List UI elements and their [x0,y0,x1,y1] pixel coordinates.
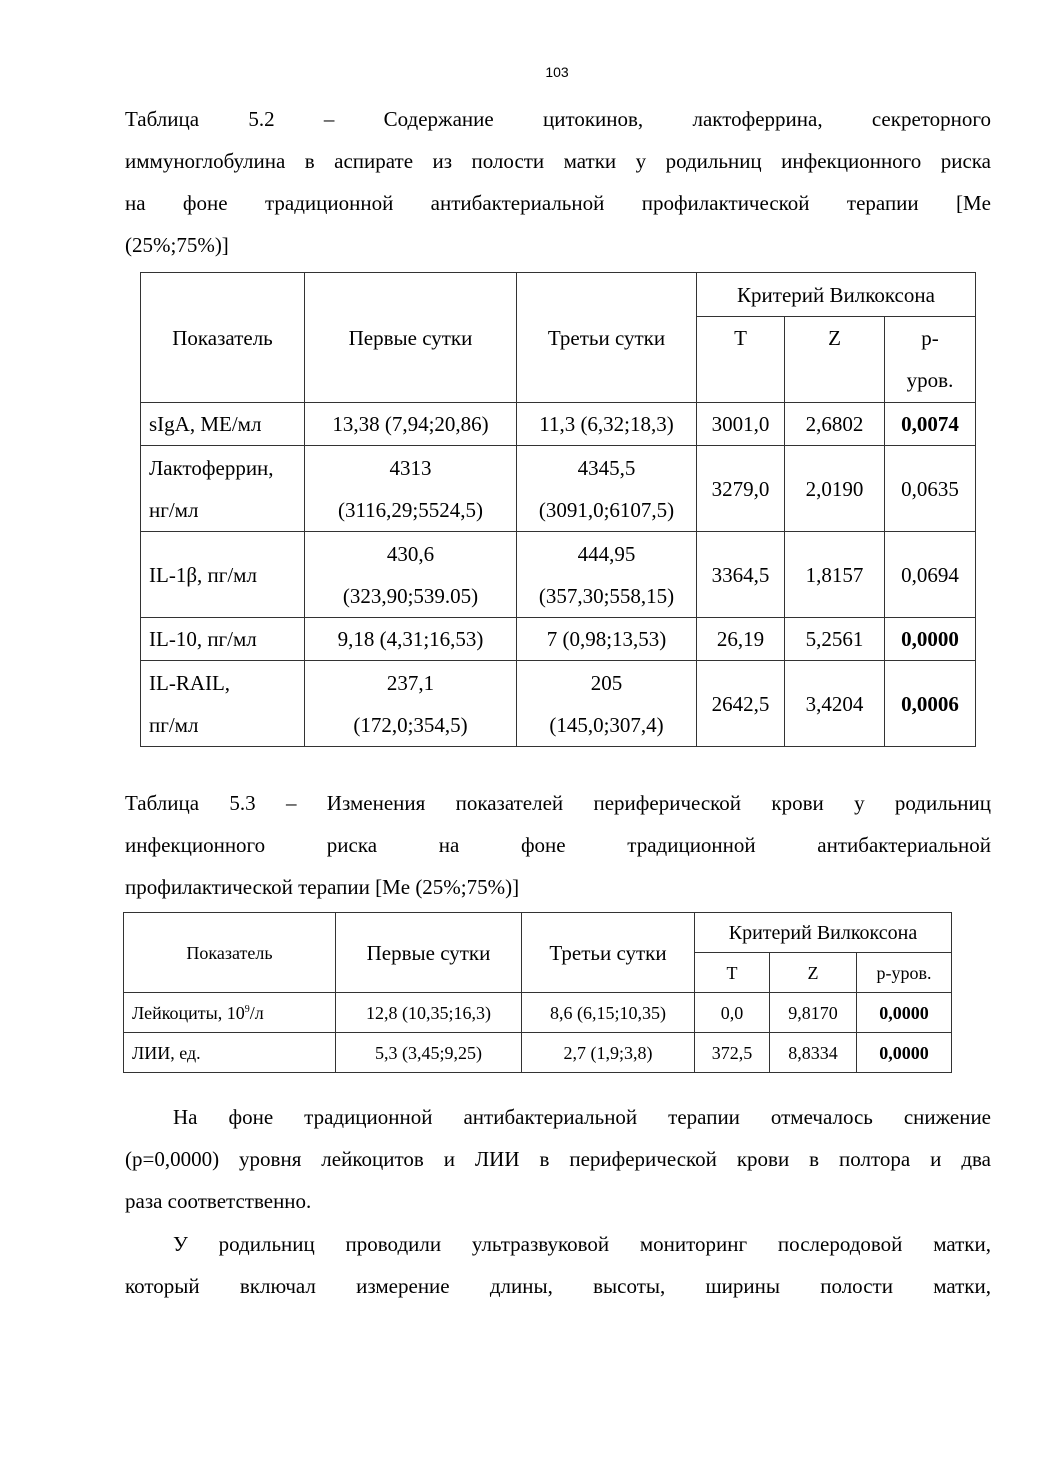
row-day3: 7 (0,98;13,53) [517,618,697,661]
row-day3 [517,446,697,532]
header-p [885,317,976,403]
paragraph-2 [125,1223,991,1307]
caption-line: профилактической терапии [Me (25%;75%)] [125,875,520,899]
row-indicator: sIgA, МЕ/мл [141,403,305,446]
paragraph-line: У родильниц проводили ультразвуковой мониторинг послеродовой матки, [173,1232,991,1256]
row-day1: 9,18 (4,31;16,53) [305,618,517,661]
row-p: 0,0000 [857,1033,952,1073]
row-t: 3364,5 [697,532,785,618]
row-day3: 11,3 (6,32;18,3) [517,403,697,446]
row-t: 3001,0 [697,403,785,446]
table-header-row [141,273,976,317]
row-day1-median: 430,6 [386,541,435,566]
row-z: 3,4204 [785,661,885,747]
paragraph-line: (р=0,0000) уровня лейкоцитов и ЛИИ в периферической крови в полтора и два [125,1147,991,1171]
row-day1-median: 237,1 [386,670,435,695]
row-t: 26,19 [697,618,785,661]
table-row [141,403,976,446]
header-day1: Первые сутки [305,273,517,403]
page-number: 103 [545,64,569,80]
row-p: 0,0074 [885,403,976,446]
row-day3-median: 205 [590,670,623,695]
table-row [141,661,976,747]
paragraph-line: раза соответственно. [125,1189,312,1213]
row-z: 9,8170 [770,993,857,1033]
table-row [124,993,952,1033]
row-t: 2642,5 [697,661,785,747]
table-row [141,618,976,661]
row-p: 0,0000 [857,993,952,1033]
table-row [141,446,976,532]
row-indicator [141,661,305,747]
header-t: T [695,953,770,993]
paragraph-1 [125,1096,991,1222]
header-t: T [697,317,785,403]
row-day3 [517,532,697,618]
header-day3: Третьи сутки [522,913,695,993]
row-day3: 2,7 (1,9;3,8) [522,1033,695,1073]
header-wilcoxon: Критерий Вилкоксона [697,273,976,317]
row-p: 0,0000 [885,618,976,661]
row-indicator-line1: Лактоферрин, [149,455,274,480]
row-indicator: IL-10, пг/мл [141,618,305,661]
row-day3-iqr: (3091,0;6107,5) [538,497,675,522]
row-day3-iqr: (357,30;558,15) [538,583,675,608]
table-row [124,1033,952,1073]
row-indicator: IL-1β, пг/мл [141,532,305,618]
row-day3-median: 444,95 [577,541,636,566]
row-z: 2,0190 [785,446,885,532]
header-day3: Третьи сутки [517,273,697,403]
table-5-3 [123,912,952,1073]
row-indicator [124,993,336,1033]
header-z: Z [770,953,857,993]
caption-line: Таблица 5.3 – Изменения показателей периферической крови у родильниц [125,791,991,815]
caption-line: на фоне традиционной антибактериальной профилактической терапии [Me [125,191,991,215]
row-day3-median: 4345,5 [577,455,636,480]
caption-line: иммуноглобулина в аспирате из полости матки у родильниц инфекционного риска [125,149,991,173]
row-day3-iqr: (145,0;307,4) [549,712,664,737]
row-indicator-exponent: 9 [244,1003,250,1015]
row-day1-iqr: (323,90;539.05) [342,583,479,608]
row-day1-median: 4313 [389,455,432,480]
paragraph-line: На фоне традиционной антибактериальной терапии отмечалось снижение [173,1105,991,1129]
row-day1-iqr: (3116,29;5524,5) [337,497,484,522]
row-z: 1,8157 [785,532,885,618]
row-t: 0,0 [695,993,770,1033]
header-wilcoxon: Критерий Вилкоксона [695,913,952,953]
header-z: Z [785,317,885,403]
table-row [141,532,976,618]
table-5-2 [140,272,976,747]
row-p: 0,0635 [885,446,976,532]
row-indicator-name: Лейкоциты, 10 [132,1002,245,1023]
row-day1 [305,532,517,618]
table-header-row [124,913,952,953]
row-indicator: ЛИИ, ед. [124,1033,336,1073]
row-p: 0,0694 [885,532,976,618]
caption-line: (25%;75%)] [125,233,229,257]
table-5-3-caption [125,782,991,908]
header-indicator: Показатель [141,273,305,403]
header-p: р-уров. [857,953,952,993]
header-day1: Первые сутки [336,913,522,993]
table-5-2-caption [125,98,991,266]
row-day1 [305,661,517,747]
row-indicator-line2: нг/мл [149,497,199,522]
header-p-line1: р- [921,326,939,350]
row-z: 8,8334 [770,1033,857,1073]
header-indicator: Показатель [124,913,336,993]
row-day3 [517,661,697,747]
row-indicator-line2: пг/мл [149,712,199,737]
row-day1: 12,8 (10,35;16,3) [336,993,522,1033]
row-z: 5,2561 [785,618,885,661]
row-indicator-line1: IL-RAIL, [149,670,231,695]
row-day1-iqr: (172,0;354,5) [353,712,468,737]
row-indicator-unit: /л [249,1002,264,1023]
row-z: 2,6802 [785,403,885,446]
caption-line: инфекционного риска на фоне традиционной антибактериальной [125,833,991,857]
row-day1 [305,446,517,532]
row-t: 372,5 [695,1033,770,1073]
row-day3: 8,6 (6,15;10,35) [522,993,695,1033]
row-day1: 13,38 (7,94;20,86) [305,403,517,446]
row-indicator [141,446,305,532]
header-p-line2: уров. [906,368,954,392]
row-p: 0,0006 [885,661,976,747]
paragraph-line: который включал измерение длины, высоты, ширины полости матки, [125,1274,991,1298]
row-day1: 5,3 (3,45;9,25) [336,1033,522,1073]
caption-line: Таблица 5.2 – Содержание цитокинов, лактоферрина, секреторного [125,107,991,131]
row-t: 3279,0 [697,446,785,532]
